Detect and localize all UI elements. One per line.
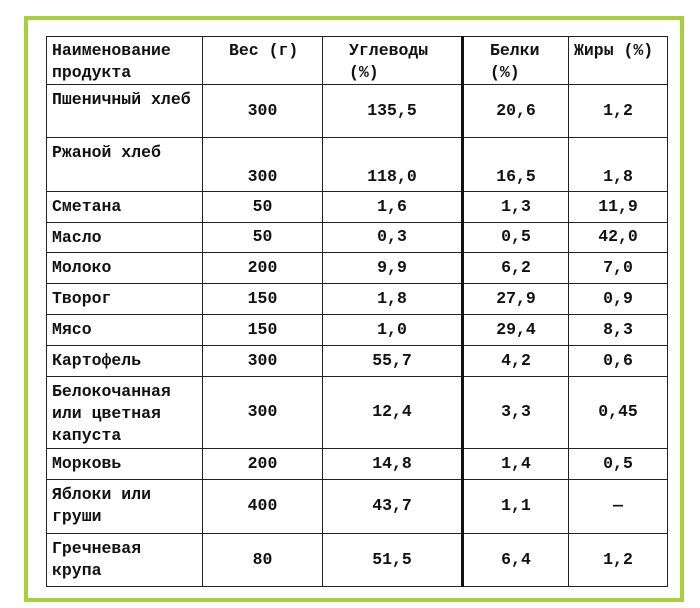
weight-value: 50 xyxy=(203,222,323,253)
carbohydrates-value: 1,8 xyxy=(323,284,463,315)
fats-value: 1,2 xyxy=(569,533,668,586)
proteins-value: 1,4 xyxy=(463,449,569,480)
proteins-value: 6,4 xyxy=(463,533,569,586)
product-name: Мясо xyxy=(47,314,203,345)
fats-value: 0,5 xyxy=(569,449,668,480)
weight-value: 200 xyxy=(203,449,323,480)
weight-value: 150 xyxy=(203,314,323,345)
product-name: Гречневая крупа xyxy=(47,533,203,586)
proteins-value: 20,6 xyxy=(463,85,569,138)
product-name: Творог xyxy=(47,284,203,315)
product-name: Пшеничный хлеб xyxy=(47,85,203,138)
carbohydrates-value: 0,3 xyxy=(323,222,463,253)
table-row xyxy=(47,253,668,284)
table-row xyxy=(47,284,668,315)
nutrition-table xyxy=(46,36,668,587)
header-proteins: Белки (%) xyxy=(463,37,569,85)
header-carbohydrates: Углеводы (%) xyxy=(323,37,463,85)
fats-value: 7,0 xyxy=(569,253,668,284)
green-frame xyxy=(24,16,684,602)
product-name: Яблоки или груши xyxy=(47,480,203,533)
table-row xyxy=(47,191,668,222)
fats-value: 1,8 xyxy=(569,138,668,191)
fats-value: 8,3 xyxy=(569,314,668,345)
header-weight: Вес (г) xyxy=(203,37,323,85)
fats-value: 0,9 xyxy=(569,284,668,315)
weight-value: 300 xyxy=(203,376,323,449)
proteins-value: 16,5 xyxy=(463,138,569,191)
table-row xyxy=(47,480,668,533)
weight-value: 80 xyxy=(203,533,323,586)
table-row xyxy=(47,85,668,138)
product-name: Картофель xyxy=(47,345,203,376)
table-row xyxy=(47,314,668,345)
table-row xyxy=(47,345,668,376)
proteins-value: 27,9 xyxy=(463,284,569,315)
carbohydrates-value: 51,5 xyxy=(323,533,463,586)
proteins-value: 4,2 xyxy=(463,345,569,376)
fats-value: — xyxy=(569,480,668,533)
product-name: Молоко xyxy=(47,253,203,284)
carbohydrates-value: 1,6 xyxy=(323,191,463,222)
carbohydrates-value: 9,9 xyxy=(323,253,463,284)
carbohydrates-value: 135,5 xyxy=(323,85,463,138)
proteins-value: 0,5 xyxy=(463,222,569,253)
proteins-value: 1,1 xyxy=(463,480,569,533)
carbohydrates-value: 12,4 xyxy=(323,376,463,449)
proteins-value: 6,2 xyxy=(463,253,569,284)
weight-value: 300 xyxy=(203,138,323,191)
carbohydrates-value: 14,8 xyxy=(323,449,463,480)
weight-value: 50 xyxy=(203,191,323,222)
fats-value: 0,6 xyxy=(569,345,668,376)
fats-value: 42,0 xyxy=(569,222,668,253)
proteins-value: 1,3 xyxy=(463,191,569,222)
product-name: Морковь xyxy=(47,449,203,480)
proteins-value: 3,3 xyxy=(463,376,569,449)
carbohydrates-value: 118,0 xyxy=(323,138,463,191)
weight-value: 200 xyxy=(203,253,323,284)
weight-value: 150 xyxy=(203,284,323,315)
table-header-row xyxy=(47,37,668,85)
table-row xyxy=(47,449,668,480)
carbohydrates-value: 43,7 xyxy=(323,480,463,533)
carbohydrates-value: 1,0 xyxy=(323,314,463,345)
table-row xyxy=(47,138,668,191)
table-row xyxy=(47,222,668,253)
fats-value: 1,2 xyxy=(569,85,668,138)
proteins-value: 29,4 xyxy=(463,314,569,345)
product-name: Ржаной хлеб xyxy=(47,138,203,191)
carbohydrates-value: 55,7 xyxy=(323,345,463,376)
product-name: Сметана xyxy=(47,191,203,222)
product-name: Масло xyxy=(47,222,203,253)
header-product-name: Наименование продукта xyxy=(47,37,203,85)
table-row xyxy=(47,533,668,586)
weight-value: 300 xyxy=(203,85,323,138)
product-name: Белокочанная или цветная капуста xyxy=(47,376,203,449)
fats-value: 0,45 xyxy=(569,376,668,449)
header-fats: Жиры (%) xyxy=(569,37,668,85)
weight-value: 400 xyxy=(203,480,323,533)
fats-value: 11,9 xyxy=(569,191,668,222)
weight-value: 300 xyxy=(203,345,323,376)
table-row xyxy=(47,376,668,449)
